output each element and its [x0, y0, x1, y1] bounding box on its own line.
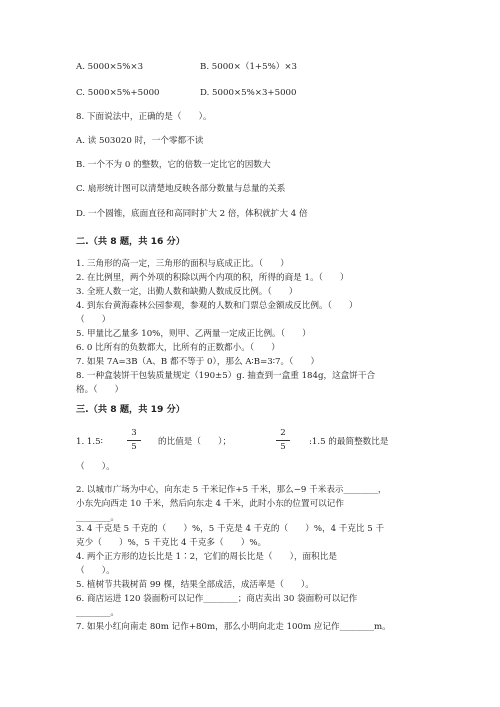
s2-line: 1. 三角形的高一定，三角形的面积与底成正比。（ ）	[76, 259, 289, 269]
fraction-bar	[276, 440, 290, 441]
s3-line: 3. 4 千克是 5 千克的（ ）%，5 千克是 4 千克的（ ）%，4 千克比 5 千	[76, 524, 385, 534]
q8-option-b: B. 一个不为 0 的整数，它的倍数一定比它的因数大	[76, 160, 271, 170]
s3-q1-mid: 的比值是（ ）；	[158, 437, 232, 447]
s2-line: 格。（ ）	[76, 385, 124, 395]
fraction-numerator: 2	[280, 428, 286, 438]
s2-line: 8. 一种盒装饼干包装质量规定（190±5）g. 抽查到一盒重 184g，这盒饼干合	[76, 371, 376, 381]
s3-line: ________。	[76, 608, 119, 618]
fraction-denominator: 5	[131, 442, 137, 452]
s3-q1-prefix: 1. 1.5∶	[76, 437, 103, 447]
fraction-bar	[127, 440, 141, 441]
q7-option-c: C. 5000×5%+5000	[76, 88, 160, 98]
q8-option-c: C. 扇形统计图可以清楚地反映各部分数量与总量的关系	[76, 184, 286, 194]
fraction-denominator: 5	[280, 442, 286, 452]
s3-line: 4. 两个正方形的边长比是 1∶2，它们的周长比是（ ），面积比是	[76, 552, 337, 562]
q8-option-d: D. 一个圆锥，底面直径和高同时扩大 2 倍，体积就扩大 4 倍	[76, 209, 308, 219]
s3-line: 5. 植树节共栽树苗 99 棵，结果全部成活，成活率是（ ）。	[76, 580, 314, 590]
q8-stem: 8. 下面说法中，正确的是（ ）。	[76, 112, 212, 122]
section-3-heading: 三.（共 8 题，共 19 分）	[76, 404, 185, 415]
s2-line: 5. 甲量比乙量多 10%，则甲、乙两量一定成正比例。（ ）	[76, 329, 311, 339]
s3-line: 7. 如果小红向南走 80m 记作+80m，那么小明向北走 100m 应记作________m。	[76, 622, 391, 632]
q7-option-b: B. 5000×（1+5%）×3	[200, 62, 298, 72]
fraction-two-fifths	[276, 428, 290, 453]
q7-option-a: A. 5000×5%×3	[76, 62, 144, 72]
q7-option-d: D. 5000×5%×3+5000	[200, 88, 297, 98]
s2-line: 3. 全班人数一定，出勤人数和缺勤人数成反比例。（ ）	[76, 287, 298, 297]
s3-line: 2. 以城市广场为中心，向东走 5 千米记作+5 千米，那么−9 千米表示________，	[76, 485, 387, 495]
s3-q1-line2: （ ）。	[76, 462, 115, 472]
fraction-three-fifths	[127, 428, 141, 453]
section-2-heading: 二.（共 8 题，共 16 分）	[76, 236, 185, 247]
s3-line: （ ）。	[76, 566, 115, 576]
s3-line: 克少（ ）%，5 千克比 4 千克多（ ）%。	[76, 538, 267, 548]
s3-line: 小东先向西走 10 千米，然后向东走 4 千米，此时小东的位置可以记作	[76, 499, 344, 509]
s2-line: 6. 0 比所有的负数都大，比所有的正数都小。（ ）	[76, 343, 280, 353]
s2-line: 2. 在比例里，两个外项的积除以两个内项的积，所得的商是 1。（ ）	[76, 273, 349, 283]
fraction-numerator: 3	[131, 428, 137, 438]
s2-line: 4. 到东台黄海森林公园参观，参观的人数和门票总金额成反比例。（ ）	[76, 301, 358, 311]
s2-line: （ ）	[76, 315, 111, 325]
s3-line: ________。	[76, 513, 119, 523]
s2-line: 7. 如果 7A=3B（A、B 都不等于 0），那么 A∶B=3∶7。（ ）	[76, 357, 320, 367]
s3-line: 6. 商店运进 120 袋面粉可以记作________；商店卖出 30 袋面粉可以记作	[76, 594, 358, 604]
q8-option-a: A. 读 503020 时，一个零都不读	[76, 136, 204, 146]
s3-q1-suffix: :1.5 的最简整数比是	[309, 437, 389, 447]
